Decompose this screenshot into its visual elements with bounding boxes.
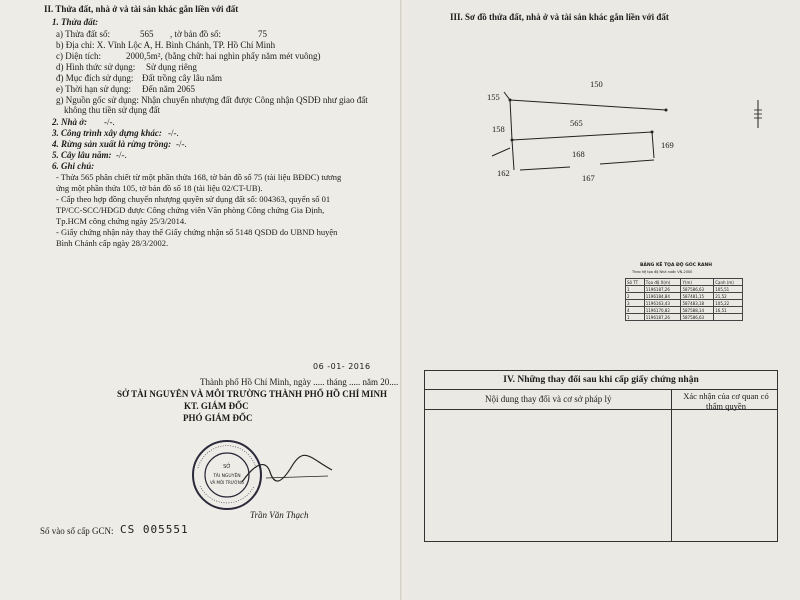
coord-cell: 4 — [626, 307, 645, 314]
coord-cell: 1196163,43 — [644, 300, 681, 307]
coord-row — [626, 286, 743, 293]
purpose-label: đ) Mục đích sử dụng: — [56, 73, 134, 83]
parcel-label-169: 169 — [661, 140, 674, 150]
parcel-label-565: 565 — [570, 118, 583, 128]
section-iii-title: III. Sơ đồ thửa đất, nhà ở và tài sản khác gắn liền với đất — [450, 12, 669, 22]
coord-cell: 3 — [626, 300, 645, 307]
kt-director: KT. GIÁM ĐỐC — [184, 401, 249, 411]
use-form-label: d) Hình thức sử dụng: — [56, 62, 136, 72]
coord-row — [626, 300, 743, 307]
term-value: Đến năm 2065 — [142, 84, 195, 94]
changes-table-divider — [671, 389, 672, 541]
origin-line-1: g) Nguồn gốc sử dụng: Nhận chuyển nhượng đất được Công nhận QSDĐ như giao đất — [56, 95, 368, 105]
coord-cell: 1196184,84 — [644, 293, 681, 300]
term-label: e) Thời hạn sử dụng: — [56, 84, 131, 94]
parcel-label-162: 162 — [497, 168, 510, 178]
north-arrow-icon — [752, 100, 764, 128]
coord-cell: 16,51 — [714, 307, 743, 314]
coord-row — [626, 307, 743, 314]
coord-cell: 105,22 — [714, 300, 743, 307]
coord-header-x: Tọa độ X(m) — [644, 279, 681, 286]
parcel-heading: 1. Thửa đất: — [52, 17, 99, 27]
signature — [236, 452, 336, 492]
note-2-line-1: - Cấp theo hợp đồng chuyển nhượng quyền sử dụng đất số: 004363, quyển số 01 — [56, 194, 331, 204]
changes-col-content: Nội dung thay đổi và cơ sở pháp lý — [485, 394, 612, 404]
area-value: 2000,5m², (bằng chữ: hai nghìn phẩy năm mét vuông) — [126, 51, 321, 61]
section-ii-title: II. Thửa đất, nhà ở và tài sản khác gắn liền với đất — [44, 4, 239, 14]
coord-row — [626, 293, 743, 300]
parcel-label-168: 168 — [572, 149, 585, 159]
coord-cell: 2 — [626, 293, 645, 300]
parcel-number: 565 — [140, 29, 154, 39]
changes-table-title: IV. Những thay đổi sau khi cấp giấy chứng nhận — [425, 371, 777, 390]
coord-cell: 1196170,82 — [644, 307, 681, 314]
coord-cell: 105,51 — [714, 286, 743, 293]
parcel-label-150: 150 — [590, 79, 603, 89]
coord-cell: 587483,18 — [681, 300, 714, 307]
coord-cell: 21,52 — [714, 293, 743, 300]
corner-1 — [509, 99, 512, 102]
corner-2 — [665, 109, 668, 112]
parcel-number-label: a) Thửa đất số: — [56, 29, 110, 39]
house-value: -/-. — [104, 117, 115, 127]
forest-heading: 4. Rừng sản xuất là rừng trồng: — [52, 139, 172, 149]
coord-header-edge: Cạnh (m) — [714, 279, 743, 286]
forest-value: -/-. — [176, 139, 187, 149]
address: b) Địa chỉ: X. Vĩnh Lộc A, H. Bình Chánh, TP. Hồ Chí Minh — [56, 40, 276, 50]
construction-heading: 3. Công trình xây dựng khác: — [52, 128, 162, 138]
perennial-heading: 5. Cây lâu năm: — [52, 150, 112, 160]
note-3-line-2: Bình Chánh cấp ngày 28/3/2002. — [56, 238, 169, 248]
coord-table — [625, 278, 743, 348]
house-heading: 2. Nhà ở: — [52, 117, 88, 127]
coord-cell: 1 — [626, 286, 645, 293]
changes-table — [424, 370, 778, 542]
coord-cell: 1196187,26 — [644, 286, 681, 293]
signer-name: Trần Văn Thạch — [250, 510, 309, 520]
note-1-line-2: ứng một phần thửa 105, tờ bản đồ số 18 (tài liệu 02/CT-UB). — [56, 183, 263, 193]
cert-register-label: Số vào sổ cấp GCN: — [40, 526, 114, 536]
note-2-line-2: TP/CC-SCC/HĐGD được Công chứng viên Văn phòng Công chứng Gia Định, — [56, 205, 325, 215]
notes-heading: 6. Ghi chú: — [52, 161, 95, 171]
coord-cell: 587481,15 — [681, 293, 714, 300]
coord-cell: 1196187,26 — [644, 314, 681, 321]
note-3-line-1: - Giấy chứng nhận này thay thế Giấy chứng nhận số 5148 QSDĐ do UBND huyện — [56, 227, 338, 237]
use-form-value: Sử dụng riêng — [146, 62, 197, 72]
coord-cell: 587588,14 — [681, 307, 714, 314]
svg-text:VÀ MÔI TRƯỜNG: VÀ MÔI TRƯỜNG — [210, 480, 244, 485]
construction-value: -/-. — [168, 128, 179, 138]
parcel-label-158: 158 — [492, 124, 505, 134]
coord-row — [626, 314, 743, 321]
map-sheet-number: 75 — [258, 29, 267, 39]
issuing-authority: SỞ TÀI NGUYÊN VÀ MÔI TRƯỜNG THÀNH PHỐ HỒ CHÍ MINH — [117, 389, 388, 399]
place-date-line: Thành phố Hồ Chí Minh, ngày ..... tháng ..... năm 20.... — [200, 377, 399, 387]
svg-text:TÀI NGUYÊN: TÀI NGUYÊN — [213, 474, 241, 479]
coord-header-y: Y(m) — [681, 279, 714, 286]
deputy-director: PHÓ GIÁM ĐỐC — [183, 413, 253, 423]
note-1-line-1: - Thửa 565 phân chiết từ một phần thửa 168, tờ bản đồ số 75 (tài liệu BĐĐC) tương — [56, 172, 342, 182]
corner-4 — [511, 139, 514, 142]
parcel-label-167: 167 — [582, 173, 595, 183]
coord-table-title: BẢNG KÊ TỌA ĐỘ GÓC RANH — [640, 263, 713, 268]
cert-register-number: CS 005551 — [120, 523, 189, 536]
note-2-line-3: Tp.HCM công chứng ngày 25/3/2014. — [56, 216, 187, 226]
coord-table-subtitle: Theo hệ tọa độ Nhà nước VN-2000 — [632, 270, 693, 274]
purpose-value: Đất trồng cây lâu năm — [142, 73, 222, 83]
coord-header-no: Số TT — [626, 279, 645, 286]
coord-cell — [714, 314, 743, 321]
perennial-value: -/-. — [116, 150, 127, 160]
changes-col-confirmation: Xác nhận của cơ quan có thẩm quyền — [683, 391, 769, 411]
issue-date-stamp: 06 -01- 2016 — [313, 362, 371, 371]
parcel-label-155: 155 — [487, 92, 500, 102]
map-sheet-label: , tờ bản đồ số: — [170, 29, 222, 39]
area-label: c) Diện tích: — [56, 51, 101, 61]
coord-cell: 587586,63 — [681, 314, 714, 321]
svg-text:SỞ: SỞ — [223, 464, 231, 470]
corner-3 — [651, 131, 654, 134]
coord-cell: 587586,63 — [681, 286, 714, 293]
coord-cell: 1 — [626, 314, 645, 321]
origin-line-2: không thu tiền sử dụng đất — [64, 105, 161, 115]
